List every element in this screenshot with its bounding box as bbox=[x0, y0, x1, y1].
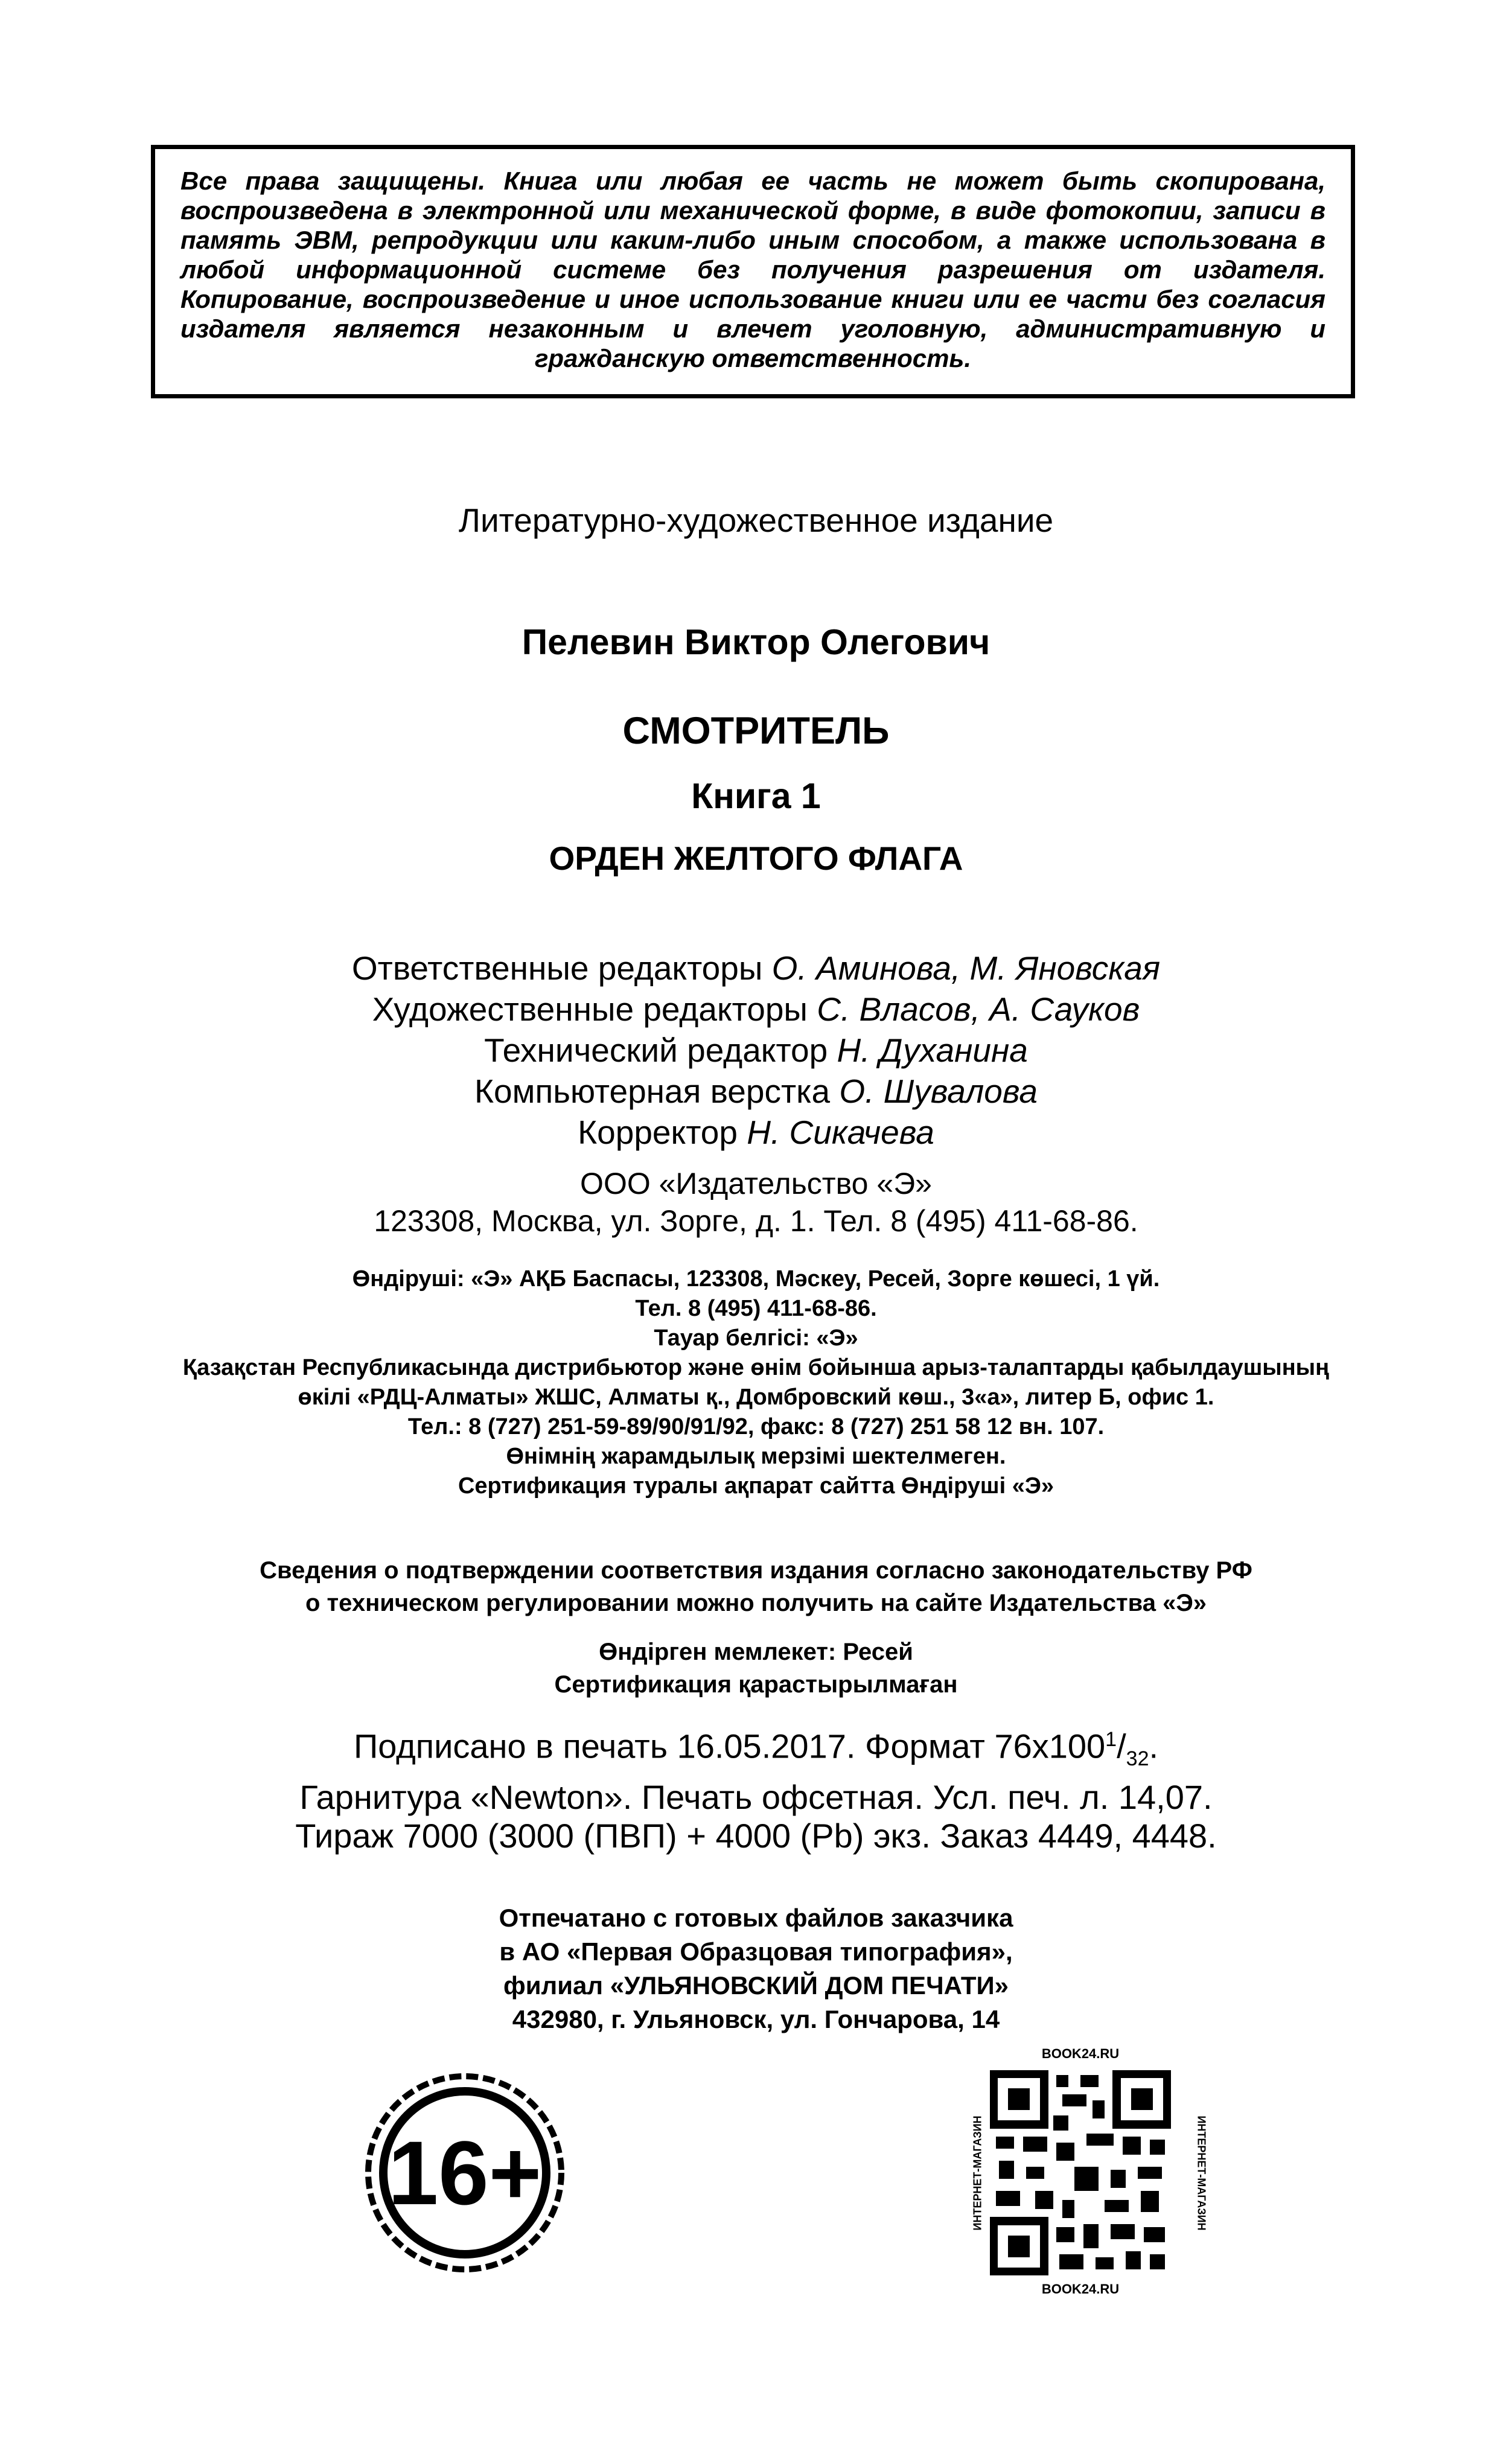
conformity-info bbox=[0, 1554, 1512, 1619]
print-typeface: Гарнитура «Newton». Печать офсетная. Усл. печ. л. 14,07. bbox=[299, 1777, 1213, 1816]
format-denominator: 32 bbox=[1126, 1747, 1149, 1770]
printer-line: филиал «УЛЬЯНОВСКИЙ ДОМ ПЕЧАТИ» bbox=[503, 1971, 1009, 2000]
book-number: Книга 1 bbox=[691, 776, 821, 816]
copyright-notice: Все права защищены. Книга или любая ее часть не может быть скопирована, воспроизведена в электронной или механической форме, в виде фотокопии, записи в память ЭВМ, репродукции или каким-либо иным способом, а также использована в любой информационной системе без получения разрешения от издателя. Копирование, воспроизведение и иное использование книги или ее части без согласия издателя является незаконным и влечет уголовную, административную и гражданскую ответственность. bbox=[180, 167, 1325, 372]
credit-names: С. Власов, А. Сауков bbox=[817, 990, 1140, 1028]
credit-names: О. Аминова, М. Яновская bbox=[771, 949, 1161, 987]
kz-line: Өнімнің жарамдылық мерзімі шектелмеген. bbox=[506, 1444, 1006, 1469]
printer-info bbox=[0, 1901, 1512, 2036]
kz-line: Өндіруші: «Э» АҚБ Баспасы, 123308, Мәскеу, Ресей, Зорге көшесі, 1 үй. bbox=[352, 1266, 1160, 1292]
print-info bbox=[0, 1720, 1512, 1855]
conformity-line: Сведения о подтверждении соответствия издания согласно законодательству РФ bbox=[260, 1557, 1252, 1584]
qr-code-icon[interactable] bbox=[990, 2070, 1171, 2275]
book-subtitle: ОРДЕН ЖЕЛТОГО ФЛАГА bbox=[549, 840, 963, 877]
age-rating-badge bbox=[344, 2070, 585, 2275]
qr-side-label-left: ИНТЕРНЕТ-МАГАЗИН bbox=[971, 2115, 984, 2231]
credit-line bbox=[0, 948, 1512, 989]
printer-line: Отпечатано с готовых файлов заказчика bbox=[499, 1904, 1013, 1932]
age-rating-icon bbox=[344, 2070, 585, 2275]
qr-code-block[interactable] bbox=[954, 2046, 1207, 2300]
credit-role: Технический редактор bbox=[484, 1031, 828, 1069]
print-signed bbox=[0, 1720, 1512, 1778]
print-signed-suffix: . bbox=[1149, 1727, 1159, 1765]
kz-line: Тел.: 8 (727) 251-59-89/90/91/92, факс: 8 (727) 251 58 12 вн. 107. bbox=[407, 1414, 1105, 1439]
credit-line bbox=[0, 989, 1512, 1030]
credit-names: Н. Духанина bbox=[837, 1031, 1028, 1069]
kz-line: Қазақстан Республикасында дистрибьютор және өнім бойынша арыз-талаптарды қабылдаушының bbox=[182, 1355, 1330, 1380]
origin-info bbox=[0, 1636, 1512, 1701]
printer-line: 432980, г. Ульяновск, ул. Гончарова, 14 bbox=[512, 2005, 1000, 2033]
author-name: Пелевин Виктор Олегович bbox=[522, 622, 990, 662]
kz-info bbox=[0, 1264, 1512, 1501]
qr-top-label: BOOK24.RU bbox=[1041, 2046, 1120, 2061]
format-separator: / bbox=[1117, 1727, 1126, 1765]
kz-line: Тауар белгісі: «Э» bbox=[654, 1325, 858, 1351]
publisher-info bbox=[0, 1165, 1512, 1240]
credit-line bbox=[0, 1071, 1512, 1112]
credit-line bbox=[0, 1112, 1512, 1153]
conformity-line: о техническом регулировании можно получить на сайте Издательства «Э» bbox=[305, 1590, 1207, 1616]
print-run: Тираж 7000 (3000 (ПВП) + 4000 (Pb) экз. Заказ 4449, 4448. bbox=[295, 1816, 1217, 1855]
qr-bottom-label: BOOK24.RU bbox=[1041, 2281, 1120, 2297]
qr-side-label-right: ИНТЕРНЕТ-МАГАЗИН bbox=[1195, 2115, 1208, 2231]
edition-type: Литературно-художественное издание bbox=[458, 502, 1054, 539]
credit-role: Ответственные редакторы bbox=[351, 949, 763, 987]
credit-names: Н. Сикачева bbox=[747, 1114, 934, 1151]
credit-role: Корректор bbox=[578, 1114, 738, 1151]
publisher-name: ООО «Издательство «Э» bbox=[580, 1167, 932, 1200]
book-title: СМОТРИТЕЛЬ bbox=[622, 710, 890, 752]
credit-names: О. Шувалова bbox=[839, 1073, 1038, 1110]
age-rating-text: 16+ bbox=[388, 2122, 542, 2223]
origin-line: Өндірген мемлекет: Ресей bbox=[599, 1639, 913, 1665]
kz-line: өкілі «РДЦ-Алматы» ЖШС, Алматы қ., Домбровский көш., 3«а», литер Б, офис 1. bbox=[298, 1385, 1214, 1410]
credit-role: Компьютерная верстка bbox=[474, 1073, 831, 1110]
kz-line: Тел. 8 (495) 411-68-86. bbox=[635, 1296, 877, 1321]
printer-line: в АО «Первая Образцовая типография», bbox=[499, 1937, 1013, 1966]
publisher-address: 123308, Москва, ул. Зорге, д. 1. Тел. 8 (495) 411-68-86. bbox=[374, 1204, 1138, 1238]
credits bbox=[0, 948, 1512, 1153]
print-signed-text: Подписано в печать 16.05.2017. Формат 76x100 bbox=[353, 1727, 1106, 1765]
copyright-notice-box bbox=[151, 145, 1355, 398]
credit-line bbox=[0, 1030, 1512, 1071]
kz-line: Сертификация туралы ақпарат сайтта Өндіруші «Э» bbox=[458, 1473, 1054, 1499]
format-numerator: 1 bbox=[1105, 1728, 1117, 1751]
credit-role: Художественные редакторы bbox=[372, 990, 808, 1028]
origin-line: Сертификация қарастырылмаған bbox=[554, 1671, 958, 1698]
